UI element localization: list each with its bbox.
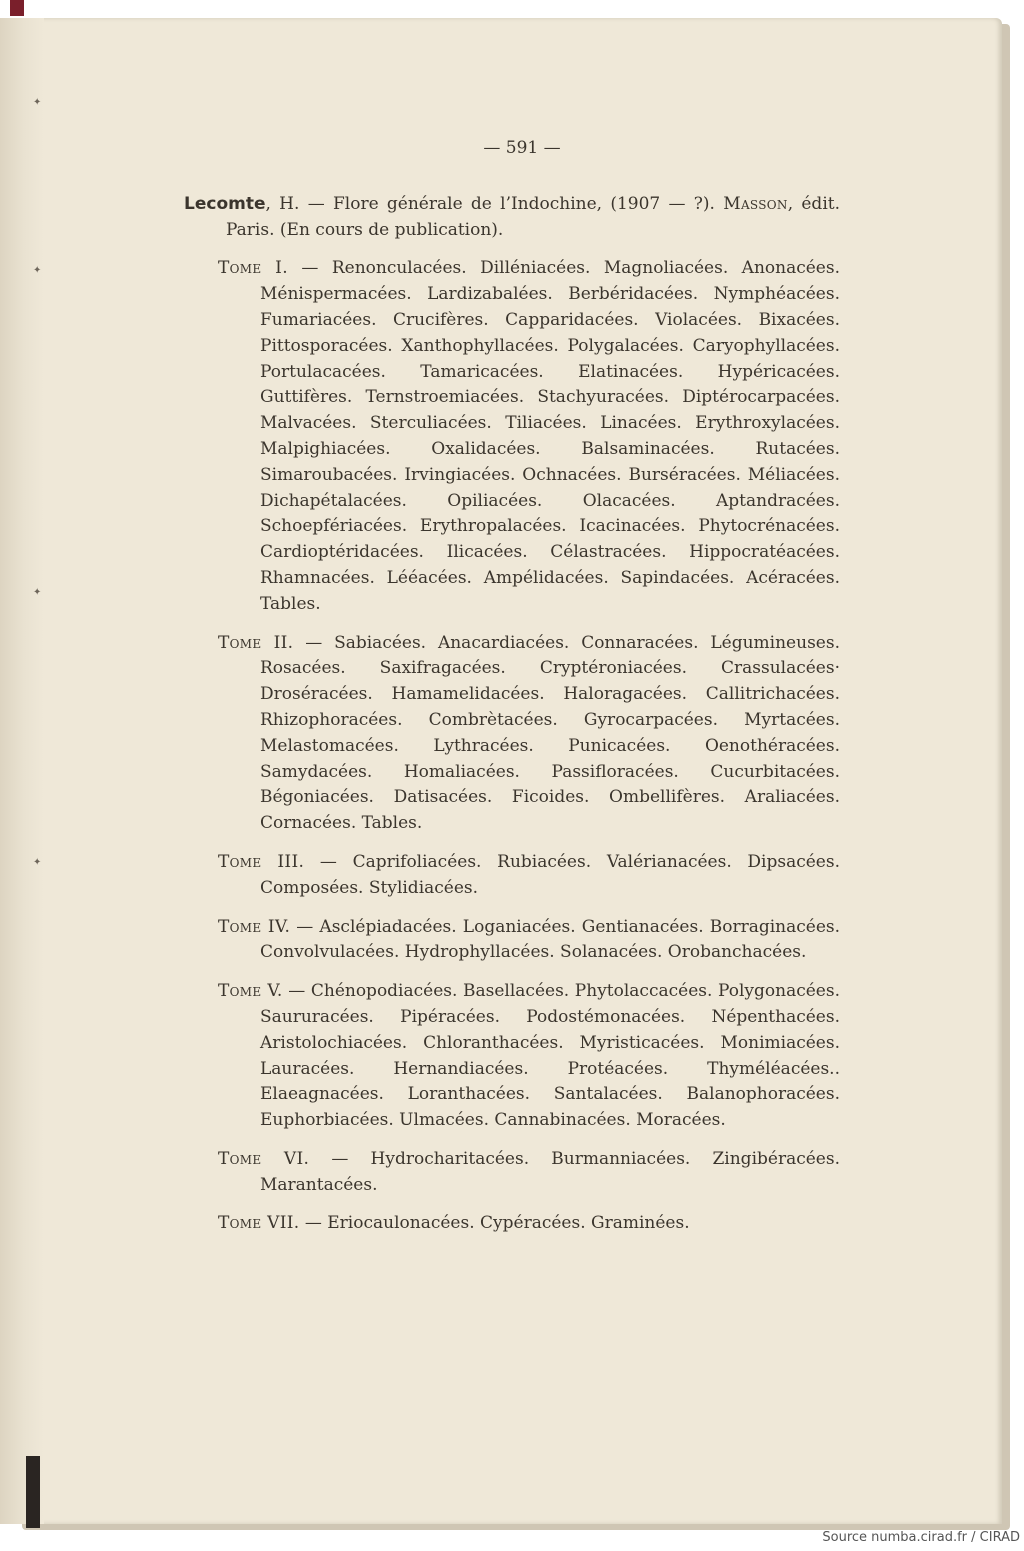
tome-families: Hydrocharitacées. Burmanniacées. Zingibéracées. Marantacées. xyxy=(260,1148,840,1195)
tome-families: Renonculacées. Dilléniacées. Magnoliacées. Anonacées. Ménispermacées. Lardizabalées. Berbéridacées. Nymphéacées. Fumariacées. Crucifères. Capparidacées. Violacées. Bixacées. Pittosporacées. Xanthophyllacées. Polygalacées. Caryophyllacées. Portulacacées. Tamaricacées. Elatinacées. Hypéricacées. Guttifères. Ternstroemiacées. Stachyuracées. Diptérocarpacées. Malvacées. Sterculiacées. Tiliacées. Linacées. Erythroxylacées. Malpighiacées. Oxalidacées. Balsaminacées. Rutacées. Simaroubacées. Irvingiacées. Ochnacées. Burséracées. Méliacées. Dichapétalacées. Opiliacées. Olacacées. Aptandracées. Schoepfériacées. Erythropalacées. Icacinacées. Phytocrénacées. Cardioptéridacées. Ilicacées. Célastracées. Hippocratéacées. Rhamnacées. Lééacées. Ampélidacées. Sapindacées. Acéracées. Tables. xyxy=(260,258,840,614)
binding-stitch-mark: ✦ xyxy=(33,587,42,598)
tome-label: Tome II. xyxy=(218,632,294,653)
entry-title: Flore générale de l’Indochine, (1907 — ?). xyxy=(332,193,724,214)
bookmark-ribbon-top xyxy=(10,0,24,16)
tome-families: Sabiacées. Anacardiacées. Connaracées. Légumineuses. Rosacées. Saxifragacées. Cryptéroniacées. Crassulacées· Droséracées. Hamamelidacées. Haloragacées. Callitrichacées. Rhizophoracées. Combrètacées. Gyrocarpacées. Myrtacées. Melastomacées. Lythracées. Punicacées. Oenothéracées. Samydacées. Homaliacées. Passifloracées. Cucurbitacées. Bégoniacées. Datisacées. Ficoides. Ombellifères. Araliacées. Cornacées. Tables. xyxy=(260,632,840,834)
tome-2: Tome II. — Sabiacées. Anacardiacées. Connaracées. Légumineuses. Rosacées. Saxifragacées. Cryptéroniacées. Crassulacées· Droséracées. Hamamelidacées. Haloragacées. Callitrichacées. Rhizophoracées. Combrètacées. Gyrocarpacées. Myrtacées. Melastomacées. Lythracées. Punicacées. Oenothéracées. Samydacées. Homaliacées. Passifloracées. Cucurbitacées. Bégoniacées. Datisacées. Ficoides. Ombellifères. Araliacées. Cornacées. Tables. xyxy=(218,632,840,834)
binding-stitch-mark: ✦ xyxy=(33,265,42,276)
tome-label: Tome I. xyxy=(218,258,288,279)
page-number: — 591 — xyxy=(483,138,561,158)
tome-7: Tome VII. — Eriocaulonacées. Cypéracées. Graminées. xyxy=(218,1213,690,1234)
tome-3: Tome III. — Caprifoliacées. Rubiacées. Valérianacées. Dipsacées. Composées. Stylidiacées. xyxy=(218,851,840,898)
tome-families: Eriocaulonacées. Cypéracées. Graminées. xyxy=(327,1213,690,1234)
tome-label: Tome III. xyxy=(218,851,305,872)
binding-stitch-mark: ✦ xyxy=(33,857,42,868)
source-credit: Source numba.cirad.fr / CIRAD xyxy=(822,1530,1020,1545)
entry-publisher-suffix: , édit. Paris. (En cours de publication). xyxy=(226,193,840,240)
page-text xyxy=(184,136,840,1237)
tome-6: Tome VI. — Hydrocharitacées. Burmanniacées. Zingibéracées. Marantacées. xyxy=(218,1148,840,1195)
tome-label: Tome IV. xyxy=(218,916,291,937)
tome-families: Chénopodiacées. Basellacées. Phytolaccacées. Polygonacées. Saururacées. Pipéracées. Podostémonacées. Népenthacées. Aristolochiacées. Chloranthacées. Myristicacées. Monimiacées. Lauracées. Hernandiacées. Protéacées. Thyméléacées.. Elaeagnacées. Loranthacées. Santalacées. Balanophoracées. Euphorbiacées. Ulmacées. Cannabinacées. Moracées. xyxy=(260,981,840,1131)
bookmark-ribbon-bottom xyxy=(26,1456,40,1528)
tome-label: Tome V. xyxy=(218,981,283,1002)
tome-label: Tome VII. xyxy=(218,1213,300,1234)
entry-initial: , H. — xyxy=(265,193,333,214)
tome-4: Tome IV. — Asclépiadacées. Loganiacées. Gentianacées. Borraginacées. Convolvulacées. Hydrophyllacées. Solanacées. Orobanchacées. xyxy=(218,916,841,963)
tome-families: Asclépiadacées. Loganiacées. Gentianacées. Borraginacées. Convolvulacées. Hydrophyllacées. Solanacées. Orobanchacées. xyxy=(260,916,841,963)
entry-author: Lecomte xyxy=(184,193,266,214)
tome-1: Tome I. — Renonculacées. Dilléniacées. Magnoliacées. Anonacées. Ménispermacées. Lardizabalées. Berbéridacées. Nymphéacées. Fumariacées. Crucifères. Capparidacées. Violacées. Bixacées. Pittosporacées. Xanthophyllacées. Polygalacées. Caryophyllacées. Portulacacées. Tamaricacées. Elatinacées. Hypéricacées. Guttifères. Ternstroemiacées. Stachyuracées. Diptérocarpacées. Malvacées. Sterculiacées. Tiliacées. Linacées. Erythroxylacées. Malpighiacées. Oxalidacées. Balsaminacées. Rutacées. Simaroubacées. Irvingiacées. Ochnacées. Burséracées. Méliacées. Dichapétalacées. Opiliacées. Olacacées. Aptandracées. Schoepfériacées. Erythropalacées. Icacinacées. Phytocrénacées. Cardioptéridacées. Ilicacées. Célastracées. Hippocratéacées. Rhamnacées. Lééacées. Ampélidacées. Sapindacées. Acéracées. Tables. xyxy=(218,258,840,614)
binding-stitch-mark: ✦ xyxy=(33,97,42,108)
page-binding-gutter xyxy=(0,18,44,1524)
tome-5: Tome V. — Chénopodiacées. Basellacées. Phytolaccacées. Polygonacées. Saururacées. Pipéracées. Podostémonacées. Népenthacées. Aristolochiacées. Chloranthacées. Myristicacées. Monimiacées. Lauracées. Hernandiacées. Protéacées. Thyméléacées.. Elaeagnacées. Loranthacées. Santalacées. Balanophoracées. Euphorbiacées. Ulmacées. Cannabinacées. Moracées. xyxy=(218,981,840,1131)
tome-families: Caprifoliacées. Rubiacées. Valérianacées. Dipsacées. Composées. Stylidiacées. xyxy=(260,851,840,898)
entry-publisher: Masson xyxy=(723,193,788,214)
bibliography-entry xyxy=(184,192,840,244)
tome-label: Tome VI. xyxy=(218,1148,310,1169)
